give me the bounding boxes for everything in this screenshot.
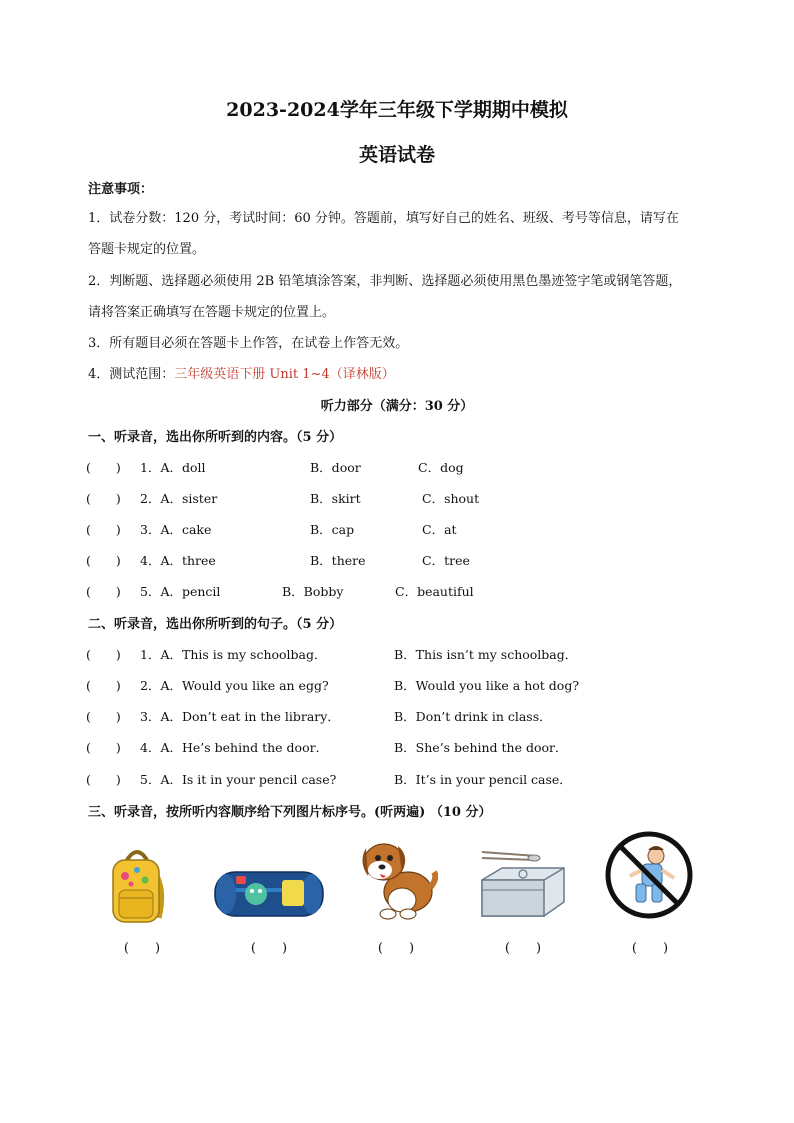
picture-1-answer-blank[interactable]: ( ) xyxy=(123,941,161,956)
s1-q1-paren[interactable]: ( ) xyxy=(86,460,121,475)
s1-q5-c: C．beautiful xyxy=(395,584,474,599)
note-3: 3．所有题目必须在答题卡上作答，在试卷上作答无效。 xyxy=(88,336,409,351)
lunch-box-picture xyxy=(476,846,570,922)
s2-q1-paren[interactable]: ( ) xyxy=(86,647,121,662)
note-4-prefix: 4．测试范围： xyxy=(88,367,175,382)
s2-q3-a: 3．A．Don’t eat in the library． xyxy=(140,709,340,724)
s2-q4-b: B．She’s behind the door． xyxy=(394,740,568,755)
s2-q2-a: 2．A．Would you like an egg? xyxy=(140,678,329,693)
note-4 xyxy=(88,363,395,382)
s1-q3-a: 3．A．cake xyxy=(140,522,212,537)
s2-q4-a: 4．A．He’s behind the door． xyxy=(140,740,329,755)
s2-q4-paren[interactable]: ( ) xyxy=(86,740,121,755)
s1-q2-a: 2．A．sister xyxy=(140,491,218,506)
picture-2-answer-blank[interactable]: ( ) xyxy=(250,941,288,956)
s1-q1-a: 1．A．doll xyxy=(140,460,206,475)
section2-heading: 二、听录音，选出你所听到的句子。（5 分） xyxy=(88,617,343,632)
s1-q4-c: C．tree xyxy=(422,553,470,568)
s2-q3-b: B．Don’t drink in class． xyxy=(394,709,552,724)
s1-q5-a: 5．A．pencil xyxy=(140,584,221,599)
pencil-case-picture xyxy=(212,864,326,922)
listening-heading: 听力部分（满分：30 分） xyxy=(320,399,474,414)
notes-heading: 注意事项： xyxy=(88,182,154,197)
s1-q2-c: C．shout xyxy=(422,491,480,506)
s1-q1-c: C．dog xyxy=(418,460,464,475)
picture-3-answer-blank[interactable]: ( ) xyxy=(377,941,415,956)
s1-q2-b: B．skirt xyxy=(310,491,361,506)
picture-4-answer-blank[interactable]: ( ) xyxy=(504,941,542,956)
s2-q5-paren[interactable]: ( ) xyxy=(86,772,121,787)
schoolbag-picture xyxy=(105,846,169,928)
s1-q3-paren[interactable]: ( ) xyxy=(86,522,121,537)
dog-picture xyxy=(358,832,438,922)
s1-q4-paren[interactable]: ( ) xyxy=(86,553,121,568)
s1-q1-b: B．door xyxy=(310,460,361,475)
s1-q4-a: 4．A．three xyxy=(140,553,216,568)
s2-q2-b: B．Would you like a hot dog? xyxy=(394,678,580,693)
s1-q5-paren[interactable]: ( ) xyxy=(86,584,121,599)
s2-q5-a: 5．A．Is it in your pencil case? xyxy=(140,772,337,787)
no-sign-picture xyxy=(604,830,694,920)
s2-q1-b: B．This isn’t my schoolbag． xyxy=(394,647,578,662)
note-2-line-1: 2．判断题、选择题必须使用 2B 铅笔填涂答案，非判断、选择题必须使用黑色墨迹签字笔或钢笔答题， xyxy=(88,274,682,289)
s2-q2-paren[interactable]: ( ) xyxy=(86,678,121,693)
s2-q5-b: B．It’s in your pencil case． xyxy=(394,772,572,787)
note-2-line-2: 请将答案正确填写在答题卡规定的位置上。 xyxy=(88,305,336,320)
note-1-line-1: 1．试卷分数：120 分，考试时间：60 分钟。答题前，填写好自己的姓名、班级、考号等信息，请写在 xyxy=(88,211,679,226)
note-1-line-2: 答题卡规定的位置。 xyxy=(88,242,206,257)
s2-q3-paren[interactable]: ( ) xyxy=(86,709,121,724)
s2-q1-a: 1．A．This is my schoolbag． xyxy=(140,647,327,662)
page-title: 2023-2024学年三年级下学期期中模拟 xyxy=(226,99,568,121)
section3-heading: 三、听录音，按所听内容顺序给下列图片标序号。(听两遍) （10 分） xyxy=(88,805,492,820)
s1-q4-b: B．there xyxy=(310,553,366,568)
note-4-range: 三年级英语下册 Unit 1~4（译林版） xyxy=(174,367,395,382)
section1-heading: 一、听录音，选出你所听到的内容。（5 分） xyxy=(88,430,343,445)
picture-5-answer-blank[interactable]: ( ) xyxy=(631,941,669,956)
s1-q3-c: C．at xyxy=(422,522,457,537)
s1-q2-paren[interactable]: ( ) xyxy=(86,491,121,506)
s1-q3-b: B．cap xyxy=(310,522,355,537)
page-subtitle: 英语试卷 xyxy=(358,144,435,166)
s1-q5-b: B．Bobby xyxy=(282,584,344,599)
